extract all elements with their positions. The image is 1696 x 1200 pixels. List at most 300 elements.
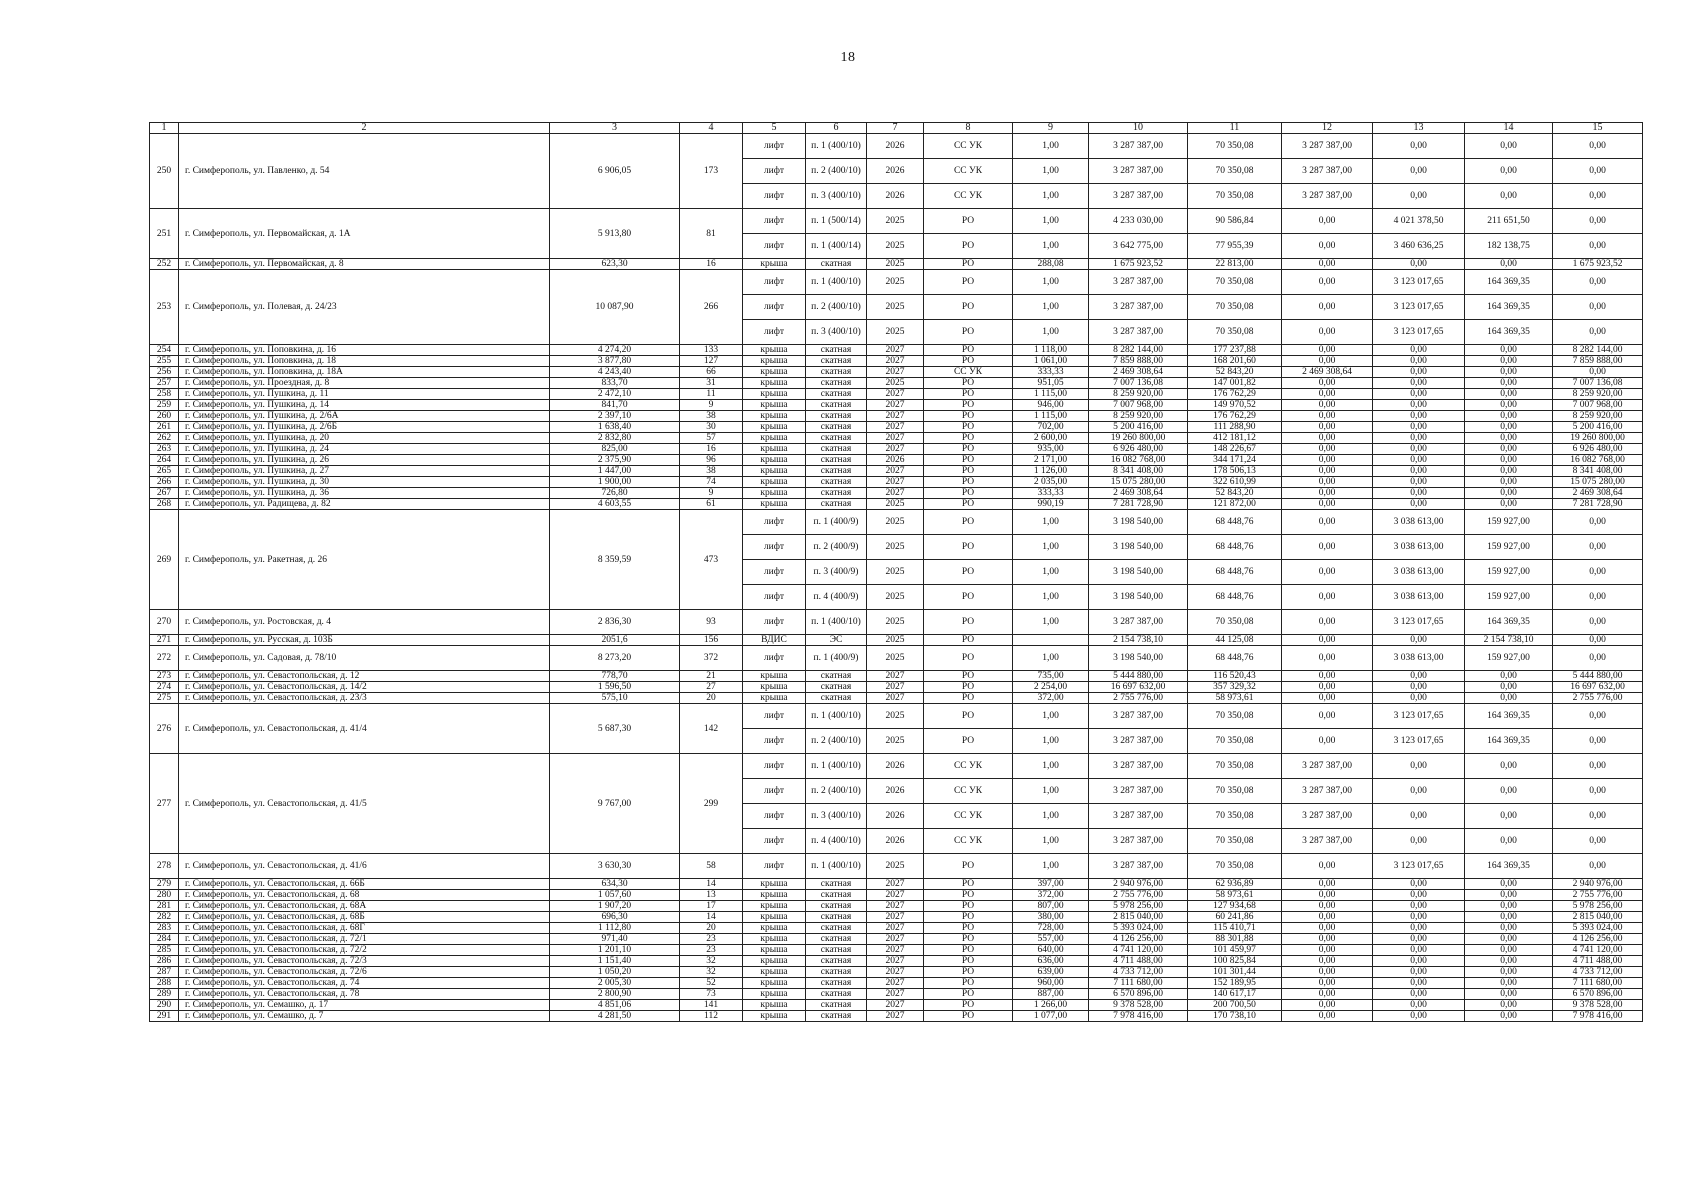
cell-c12: 0,00: [1282, 704, 1373, 729]
cell-year: 2027: [867, 956, 924, 967]
cell-total: 5 200 416,00: [1089, 422, 1188, 433]
cell-c12: 0,00: [1282, 989, 1373, 1000]
residents-cell: 14: [680, 879, 743, 890]
cell-c14: 0,00: [1465, 345, 1553, 356]
cell-c12: 0,00: [1282, 901, 1373, 912]
table-row: [150, 901, 1643, 912]
cell-method: РО: [924, 890, 1013, 901]
cell-qty: 640,00: [1013, 945, 1089, 956]
cell-unit: 70 350,08: [1188, 779, 1282, 804]
cell-c14: 0,00: [1465, 693, 1553, 704]
cell-c14: 0,00: [1465, 400, 1553, 411]
cell-sub: скатная: [806, 989, 867, 1000]
cell-c15: 7 859 888,00: [1553, 356, 1643, 367]
cell-year: 2025: [867, 635, 924, 646]
residents-cell: 266: [680, 270, 743, 345]
cell-c14: 0,00: [1465, 829, 1553, 854]
cell-c12: 0,00: [1282, 345, 1373, 356]
row-number: 267: [150, 488, 179, 499]
address-cell: г. Симферополь, ул. Севастопольская, д. 68: [179, 890, 550, 901]
cell-unit: 68 448,76: [1188, 560, 1282, 585]
row-number: 271: [150, 635, 179, 646]
cell-c13: 0,00: [1373, 378, 1465, 389]
cell-unit: 152 189,95: [1188, 978, 1282, 989]
cell-type: лифт: [743, 209, 806, 234]
cell-c14: 0,00: [1465, 389, 1553, 400]
area-cell: 1 447,00: [550, 466, 680, 477]
cell-year: 2026: [867, 804, 924, 829]
cell-c14: 211 651,50: [1465, 209, 1553, 234]
cell-unit: 70 350,08: [1188, 829, 1282, 854]
cell-c15: 16 697 632,00: [1553, 682, 1643, 693]
address-cell: г. Симферополь, ул. Пушкина, д. 27: [179, 466, 550, 477]
table-row: [150, 134, 1643, 159]
cell-c15: 4 711 488,00: [1553, 956, 1643, 967]
cell-c15: 7 111 680,00: [1553, 978, 1643, 989]
cell-sub: п. 4 (400/10): [806, 829, 867, 854]
table-row: [150, 923, 1643, 934]
cell-c13: 0,00: [1373, 159, 1465, 184]
cell-c15: 0,00: [1553, 295, 1643, 320]
cell-qty: 1,00: [1013, 295, 1089, 320]
cell-total: 15 075 280,00: [1089, 477, 1188, 488]
cell-c12: 0,00: [1282, 646, 1373, 671]
cell-qty: 735,00: [1013, 671, 1089, 682]
header-cell: 8: [924, 123, 1013, 134]
cell-sub: скатная: [806, 345, 867, 356]
cell-c14: 164 369,35: [1465, 295, 1553, 320]
table-row: [150, 488, 1643, 499]
cell-year: 2027: [867, 989, 924, 1000]
cell-sub: п. 1 (400/10): [806, 134, 867, 159]
cell-c12: 0,00: [1282, 682, 1373, 693]
cell-year: 2025: [867, 259, 924, 270]
cell-c15: 1 675 923,52: [1553, 259, 1643, 270]
cell-unit: 68 448,76: [1188, 510, 1282, 535]
cell-type: крыша: [743, 989, 806, 1000]
row-number: 290: [150, 1000, 179, 1011]
cell-method: РО: [924, 956, 1013, 967]
cell-qty: 990,19: [1013, 499, 1089, 510]
cell-c15: 5 200 416,00: [1553, 422, 1643, 433]
cell-c15: 8 259 920,00: [1553, 411, 1643, 422]
row-number: 286: [150, 956, 179, 967]
cell-method: РО: [924, 671, 1013, 682]
cell-c14: 0,00: [1465, 890, 1553, 901]
cell-unit: 170 738,10: [1188, 1011, 1282, 1022]
row-number: 291: [150, 1011, 179, 1022]
cell-total: 3 287 387,00: [1089, 610, 1188, 635]
cell-year: 2027: [867, 879, 924, 890]
address-cell: г. Симферополь, ул. Севастопольская, д. 66Б: [179, 879, 550, 890]
cell-year: 2027: [867, 923, 924, 934]
residents-cell: 9: [680, 400, 743, 411]
cell-qty: 1,00: [1013, 829, 1089, 854]
cell-sub: скатная: [806, 422, 867, 433]
area-cell: 2 836,30: [550, 610, 680, 635]
residents-cell: 16: [680, 259, 743, 270]
cell-c13: 3 123 017,65: [1373, 270, 1465, 295]
cell-method: РО: [924, 466, 1013, 477]
row-number: 269: [150, 510, 179, 610]
cell-qty: 1,00: [1013, 234, 1089, 259]
cell-c13: 0,00: [1373, 259, 1465, 270]
header-cell: 11: [1188, 123, 1282, 134]
table-row: [150, 854, 1643, 879]
cell-unit: 111 288,90: [1188, 422, 1282, 433]
cell-type: ВДИС: [743, 635, 806, 646]
cell-unit: 58 973,61: [1188, 693, 1282, 704]
cell-c12: 0,00: [1282, 535, 1373, 560]
cell-c12: 0,00: [1282, 400, 1373, 411]
table-row: [150, 879, 1643, 890]
address-cell: г. Симферополь, ул. Ростовская, д. 4: [179, 610, 550, 635]
cell-c12: 2 469 308,64: [1282, 367, 1373, 378]
cell-type: лифт: [743, 754, 806, 779]
cell-sub: п. 1 (400/9): [806, 646, 867, 671]
row-number: 266: [150, 477, 179, 488]
cell-year: 2025: [867, 646, 924, 671]
cell-type: крыша: [743, 978, 806, 989]
cell-c12: 0,00: [1282, 560, 1373, 585]
residents-cell: 23: [680, 945, 743, 956]
area-cell: 6 906,05: [550, 134, 680, 209]
cell-c15: 16 082 768,00: [1553, 455, 1643, 466]
cell-sub: п. 2 (400/10): [806, 295, 867, 320]
cell-c13: 0,00: [1373, 923, 1465, 934]
table-row: [150, 890, 1643, 901]
cell-sub: п. 1 (400/10): [806, 270, 867, 295]
cell-qty: 557,00: [1013, 934, 1089, 945]
cell-type: крыша: [743, 259, 806, 270]
cell-total: 5 393 024,00: [1089, 923, 1188, 934]
cell-method: РО: [924, 477, 1013, 488]
cell-c15: 0,00: [1553, 560, 1643, 585]
cell-year: 2027: [867, 912, 924, 923]
table-row: [150, 754, 1643, 779]
residents-cell: 473: [680, 510, 743, 610]
cell-c13: 0,00: [1373, 499, 1465, 510]
cell-c13: 0,00: [1373, 901, 1465, 912]
cell-sub: п. 2 (400/9): [806, 535, 867, 560]
cell-c14: 159 927,00: [1465, 535, 1553, 560]
cell-c12: 0,00: [1282, 978, 1373, 989]
row-number: 279: [150, 879, 179, 890]
cell-c14: 0,00: [1465, 367, 1553, 378]
cell-method: РО: [924, 510, 1013, 535]
cell-qty: 1 115,00: [1013, 389, 1089, 400]
area-cell: 5 687,30: [550, 704, 680, 754]
cell-c12: 0,00: [1282, 411, 1373, 422]
cell-type: крыша: [743, 879, 806, 890]
cell-c15: 0,00: [1553, 585, 1643, 610]
cell-year: 2027: [867, 488, 924, 499]
cell-c12: 0,00: [1282, 270, 1373, 295]
cell-total: 7 007 136,08: [1089, 378, 1188, 389]
cell-total: 7 111 680,00: [1089, 978, 1188, 989]
row-number: 261: [150, 422, 179, 433]
cell-unit: 168 201,60: [1188, 356, 1282, 367]
header-cell: 4: [680, 123, 743, 134]
cell-qty: 1,00: [1013, 779, 1089, 804]
cell-year: 2027: [867, 1011, 924, 1022]
cell-method: РО: [924, 923, 1013, 934]
cell-c14: 0,00: [1465, 912, 1553, 923]
cell-type: лифт: [743, 729, 806, 754]
cell-total: 3 198 540,00: [1089, 560, 1188, 585]
row-number: 264: [150, 455, 179, 466]
area-cell: 1 900,00: [550, 477, 680, 488]
cell-year: 2027: [867, 978, 924, 989]
cell-sub: скатная: [806, 389, 867, 400]
cell-qty: 951,05: [1013, 378, 1089, 389]
cell-unit: 344 171,24: [1188, 455, 1282, 466]
residents-cell: 141: [680, 1000, 743, 1011]
table-row: [150, 978, 1643, 989]
cell-qty: 946,00: [1013, 400, 1089, 411]
cell-type: лифт: [743, 646, 806, 671]
cell-method: РО: [924, 934, 1013, 945]
residents-cell: 20: [680, 693, 743, 704]
cell-c15: 2 815 040,00: [1553, 912, 1643, 923]
cell-type: крыша: [743, 499, 806, 510]
cell-c13: 0,00: [1373, 345, 1465, 356]
cell-c13: 3 123 017,65: [1373, 320, 1465, 345]
cell-c13: 0,00: [1373, 978, 1465, 989]
cell-c14: 164 369,35: [1465, 704, 1553, 729]
cell-year: 2027: [867, 433, 924, 444]
cell-c13: 3 460 636,25: [1373, 234, 1465, 259]
area-cell: 575,10: [550, 693, 680, 704]
area-cell: 4 243,40: [550, 367, 680, 378]
cell-year: 2025: [867, 729, 924, 754]
cell-c15: 4 733 712,00: [1553, 967, 1643, 978]
cell-unit: 22 813,00: [1188, 259, 1282, 270]
cell-method: РО: [924, 729, 1013, 754]
cell-c13: 0,00: [1373, 804, 1465, 829]
table-row: [150, 610, 1643, 635]
cell-qty: 887,00: [1013, 989, 1089, 1000]
row-number: 282: [150, 912, 179, 923]
cell-sub: п. 1 (400/10): [806, 754, 867, 779]
cell-type: крыша: [743, 345, 806, 356]
cell-qty: 288,08: [1013, 259, 1089, 270]
cell-qty: 1,00: [1013, 270, 1089, 295]
cell-method: РО: [924, 912, 1013, 923]
residents-cell: 57: [680, 433, 743, 444]
row-number: 262: [150, 433, 179, 444]
cell-type: лифт: [743, 854, 806, 879]
cell-c13: 0,00: [1373, 184, 1465, 209]
cell-total: 3 287 387,00: [1089, 320, 1188, 345]
cell-year: 2025: [867, 209, 924, 234]
cell-sub: скатная: [806, 444, 867, 455]
cell-unit: 121 872,00: [1188, 499, 1282, 510]
cell-c13: 0,00: [1373, 466, 1465, 477]
cell-unit: 177 237,88: [1188, 345, 1282, 356]
cell-type: лифт: [743, 295, 806, 320]
area-cell: 2 800,90: [550, 989, 680, 1000]
residents-cell: 17: [680, 901, 743, 912]
cell-c14: 159 927,00: [1465, 510, 1553, 535]
cell-c15: 19 260 800,00: [1553, 433, 1643, 444]
header-cell: 12: [1282, 123, 1373, 134]
cell-qty: 807,00: [1013, 901, 1089, 912]
cell-c12: 0,00: [1282, 455, 1373, 466]
area-cell: 10 087,90: [550, 270, 680, 345]
cell-c14: 164 369,35: [1465, 610, 1553, 635]
cell-c15: 7 281 728,90: [1553, 499, 1643, 510]
cell-method: СС УК: [924, 779, 1013, 804]
cell-c13: 0,00: [1373, 1000, 1465, 1011]
cell-type: лифт: [743, 159, 806, 184]
cell-c14: 0,00: [1465, 466, 1553, 477]
cell-c13: 0,00: [1373, 400, 1465, 411]
area-cell: 634,30: [550, 879, 680, 890]
table-row: [150, 466, 1643, 477]
residents-cell: 38: [680, 411, 743, 422]
cell-c15: 7 007 136,08: [1553, 378, 1643, 389]
table-row: [150, 455, 1643, 466]
cell-total: 3 198 540,00: [1089, 535, 1188, 560]
address-cell: г. Симферополь, ул. Поповкина, д. 18: [179, 356, 550, 367]
cell-c13: 0,00: [1373, 879, 1465, 890]
row-number: 252: [150, 259, 179, 270]
cell-c13: 0,00: [1373, 367, 1465, 378]
table-row: [150, 510, 1643, 535]
cell-method: РО: [924, 378, 1013, 389]
row-number: 273: [150, 671, 179, 682]
cell-c13: 0,00: [1373, 477, 1465, 488]
cell-total: 7 007 968,00: [1089, 400, 1188, 411]
address-cell: г. Симферополь, ул. Пушкина, д. 11: [179, 389, 550, 400]
cell-year: 2027: [867, 693, 924, 704]
cell-c14: 164 369,35: [1465, 729, 1553, 754]
cell-method: РО: [924, 488, 1013, 499]
cell-c14: 0,00: [1465, 923, 1553, 934]
cell-total: 4 126 256,00: [1089, 934, 1188, 945]
cell-c14: 0,00: [1465, 934, 1553, 945]
cell-total: 3 642 775,00: [1089, 234, 1188, 259]
cell-total: 3 287 387,00: [1089, 704, 1188, 729]
address-cell: г. Симферополь, ул. Севастопольская, д. 72/6: [179, 967, 550, 978]
cell-c15: 0,00: [1553, 804, 1643, 829]
cell-qty: 1 126,00: [1013, 466, 1089, 477]
cell-total: 3 287 387,00: [1089, 779, 1188, 804]
cell-type: лифт: [743, 510, 806, 535]
cell-c15: 9 378 528,00: [1553, 1000, 1643, 1011]
cell-year: 2027: [867, 389, 924, 400]
cell-c15: 0,00: [1553, 234, 1643, 259]
cell-c12: 0,00: [1282, 422, 1373, 433]
cell-c13: 4 021 378,50: [1373, 209, 1465, 234]
cell-qty: 2 254,00: [1013, 682, 1089, 693]
area-cell: 1 057,60: [550, 890, 680, 901]
cell-year: 2025: [867, 854, 924, 879]
cell-c12: 0,00: [1282, 466, 1373, 477]
cell-sub: скатная: [806, 945, 867, 956]
cell-c15: 5 978 256,00: [1553, 901, 1643, 912]
cell-unit: 60 241,86: [1188, 912, 1282, 923]
residents-cell: 32: [680, 967, 743, 978]
cell-c13: 0,00: [1373, 134, 1465, 159]
cell-c13: 0,00: [1373, 356, 1465, 367]
cell-type: крыша: [743, 923, 806, 934]
cell-unit: 116 520,43: [1188, 671, 1282, 682]
cell-year: 2025: [867, 320, 924, 345]
cell-c14: 0,00: [1465, 422, 1553, 433]
cell-c13: 0,00: [1373, 671, 1465, 682]
cell-c15: 0,00: [1553, 134, 1643, 159]
cell-total: 3 287 387,00: [1089, 729, 1188, 754]
cell-sub: ЭС: [806, 635, 867, 646]
area-cell: 5 913,80: [550, 209, 680, 259]
cell-c15: 2 469 308,64: [1553, 488, 1643, 499]
cell-c12: 0,00: [1282, 295, 1373, 320]
cell-c13: 3 038 613,00: [1373, 646, 1465, 671]
cell-method: СС УК: [924, 159, 1013, 184]
area-cell: 2 832,80: [550, 433, 680, 444]
cell-total: 2 154 738,10: [1089, 635, 1188, 646]
address-cell: г. Симферополь, ул. Павленко, д. 54: [179, 134, 550, 209]
cell-method: СС УК: [924, 804, 1013, 829]
cell-total: 9 378 528,00: [1089, 1000, 1188, 1011]
cell-c13: 3 123 017,65: [1373, 610, 1465, 635]
cell-c12: 0,00: [1282, 433, 1373, 444]
cell-method: РО: [924, 455, 1013, 466]
cell-c15: 4 741 120,00: [1553, 945, 1643, 956]
cell-method: РО: [924, 400, 1013, 411]
cell-year: 2026: [867, 184, 924, 209]
address-cell: г. Симферополь, ул. Пушкина, д. 14: [179, 400, 550, 411]
cell-qty: 1,00: [1013, 184, 1089, 209]
cell-c15: 15 075 280,00: [1553, 477, 1643, 488]
cell-c12: 0,00: [1282, 499, 1373, 510]
cell-type: крыша: [743, 967, 806, 978]
area-cell: 825,00: [550, 444, 680, 455]
address-cell: г. Симферополь, ул. Семашко, д. 7: [179, 1011, 550, 1022]
cell-type: крыша: [743, 356, 806, 367]
cell-c12: 0,00: [1282, 956, 1373, 967]
area-cell: 2 005,30: [550, 978, 680, 989]
cell-year: 2027: [867, 477, 924, 488]
cell-unit: 70 350,08: [1188, 320, 1282, 345]
cell-sub: скатная: [806, 259, 867, 270]
cell-c15: 0,00: [1553, 704, 1643, 729]
cell-year: 2027: [867, 671, 924, 682]
cell-type: крыша: [743, 934, 806, 945]
cell-c12: 0,00: [1282, 209, 1373, 234]
cell-c13: 0,00: [1373, 411, 1465, 422]
cell-qty: 960,00: [1013, 978, 1089, 989]
cell-type: крыша: [743, 411, 806, 422]
cell-c12: 0,00: [1282, 890, 1373, 901]
cell-c15: 0,00: [1553, 510, 1643, 535]
cell-qty: 1,00: [1013, 159, 1089, 184]
cell-unit: 115 410,71: [1188, 923, 1282, 934]
cell-total: 8 259 920,00: [1089, 411, 1188, 422]
cell-sub: п. 1 (400/9): [806, 510, 867, 535]
cell-method: РО: [924, 259, 1013, 270]
cell-unit: 58 973,61: [1188, 890, 1282, 901]
cell-method: РО: [924, 610, 1013, 635]
cell-c15: 0,00: [1553, 270, 1643, 295]
cell-c14: 0,00: [1465, 879, 1553, 890]
cell-c14: 0,00: [1465, 499, 1553, 510]
cell-sub: п. 3 (400/10): [806, 320, 867, 345]
cell-c14: 0,00: [1465, 1011, 1553, 1022]
residents-cell: 299: [680, 754, 743, 854]
